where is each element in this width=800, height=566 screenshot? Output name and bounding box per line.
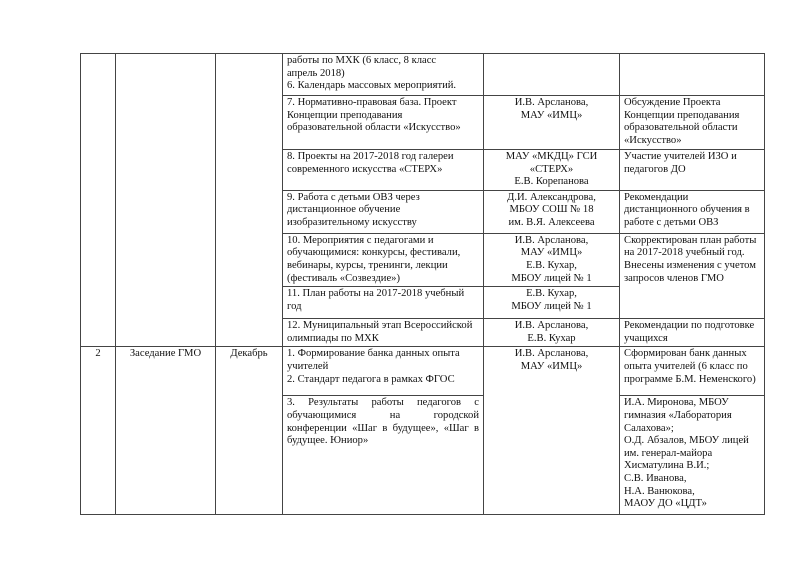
topic-cell: 10. Мероприятия с педагогами и обучающимися: конкурсы, фестивали, вебинары, курсы, тренинги, лекции (фестиваль «Созвездие») xyxy=(283,233,484,286)
month-cell: Декабрь xyxy=(216,347,283,515)
responsible-line: И.В. Арсланова, xyxy=(514,234,589,246)
responsible-line: Е.В. Кухар, xyxy=(526,288,577,300)
responsible-line: Д.И. Александрова, xyxy=(507,191,596,203)
event-cell: Заседание ГМО xyxy=(116,347,216,515)
responsible-line: МБОУ лицей № 1 xyxy=(511,300,592,312)
work-plan-table xyxy=(80,53,765,515)
responsible-line: И.В. Арсланова, xyxy=(514,348,589,360)
responsible-cell xyxy=(484,233,620,286)
responsible-line: МБОУ СОШ № 18 xyxy=(509,204,594,216)
result-cell: Сформирован банк данных опыта учителей (6 класс по программе Б.М. Неменского) xyxy=(620,347,765,396)
topic-cell: 11. План работы на 2017-2018 учебный год xyxy=(283,287,484,319)
result-cell: Обсуждение Проекта Концепции преподавания образовательной области «Искусство» xyxy=(620,96,765,150)
result-line: МАОУ ДО «ЦДТ» xyxy=(624,498,707,510)
topic-line: 1. Формирование банка данных опыта учителей xyxy=(287,348,460,372)
responsible-cell xyxy=(484,347,620,515)
responsible-line: МАУ «МКДЦ» ГСИ xyxy=(505,151,598,162)
result-cell xyxy=(620,54,765,96)
responsible-line: МБОУ лицей № 1 xyxy=(511,272,592,284)
responsible-line: Е.В. Кухар xyxy=(527,332,576,344)
result-cell xyxy=(620,396,765,515)
result-line: С.В. Иванова, xyxy=(624,472,687,484)
month-cell xyxy=(216,54,283,347)
event-cell xyxy=(116,54,216,347)
responsible-line: МАУ «ИМЦ» xyxy=(520,247,583,259)
responsible-cell xyxy=(484,150,620,191)
topic-cell: 3. Результаты работы педагогов с обучающимися на городской конференции «Шаг в будущее», «Шаг в будущее. Юниор» xyxy=(283,396,484,515)
result-cell: Скорректирован план работы на 2017-2018 учебный год. Внесены изменения с учетом запросов членов ГМО xyxy=(620,233,765,318)
result-cell: Рекомендации по подготовке учащихся xyxy=(620,319,765,347)
responsible-line: им. В.Я. Алексеева xyxy=(508,216,595,228)
responsible-cell xyxy=(484,96,620,150)
topic-cell xyxy=(283,54,484,96)
responsible-line: И.В. Арсланова, xyxy=(514,320,589,332)
responsible-line: Е.В. Кухар, xyxy=(526,259,577,271)
topic-cell xyxy=(283,347,484,396)
responsible-cell xyxy=(484,319,620,347)
responsible-cell xyxy=(484,287,620,319)
topic-line: 2. Стандарт педагога в рамках ФГОС xyxy=(287,373,455,385)
responsible-line: МАУ «ИМЦ» xyxy=(520,109,583,121)
result-line: Н.А. Ванюкова, xyxy=(624,485,695,497)
result-cell: Рекомендации дистанционного обучения в работе с детьми ОВЗ xyxy=(620,190,765,233)
responsible-line: И.В. Арсланова, xyxy=(514,97,589,108)
responsible-cell xyxy=(484,190,620,233)
topic-line: 6. Календарь массовых мероприятий. xyxy=(287,80,457,92)
result-line: И.А. Миронова, МБОУ гимназия «Лаборатория Салахова»; xyxy=(624,397,732,434)
topic-cell: 12. Муниципальный этап Всероссийской олимпиады по МХК xyxy=(283,319,484,347)
topic-line: работы по МХК (6 класс, 8 класс xyxy=(287,55,437,66)
topic-line: апрель 2018) xyxy=(287,67,345,79)
table-row xyxy=(81,54,765,96)
responsible-line: МАУ «ИМЦ» xyxy=(520,360,583,372)
table-row xyxy=(81,347,765,396)
result-line: О.Д. Абзалов, МБОУ лицей им. генерал-майора Хисматулина В.И.; xyxy=(624,435,749,472)
responsible-cell xyxy=(484,54,620,96)
responsible-line: «СТЕРХ» xyxy=(529,163,574,175)
topic-cell: 9. Работа с детьми ОВЗ через дистанционное обучение изобразительному искусству xyxy=(283,190,484,233)
result-cell: Участие учителей ИЗО и педагогов ДО xyxy=(620,150,765,191)
responsible-line: Е.В. Корепанова xyxy=(514,176,589,188)
number-cell: 2 xyxy=(81,347,116,515)
number-cell xyxy=(81,54,116,347)
topic-cell: 8. Проекты на 2017-2018 год галереи современного искусства «СТЕРХ» xyxy=(283,150,484,191)
topic-cell: 7. Нормативно-правовая база. Проект Концепции преподавания образовательной области «Искусство» xyxy=(283,96,484,150)
